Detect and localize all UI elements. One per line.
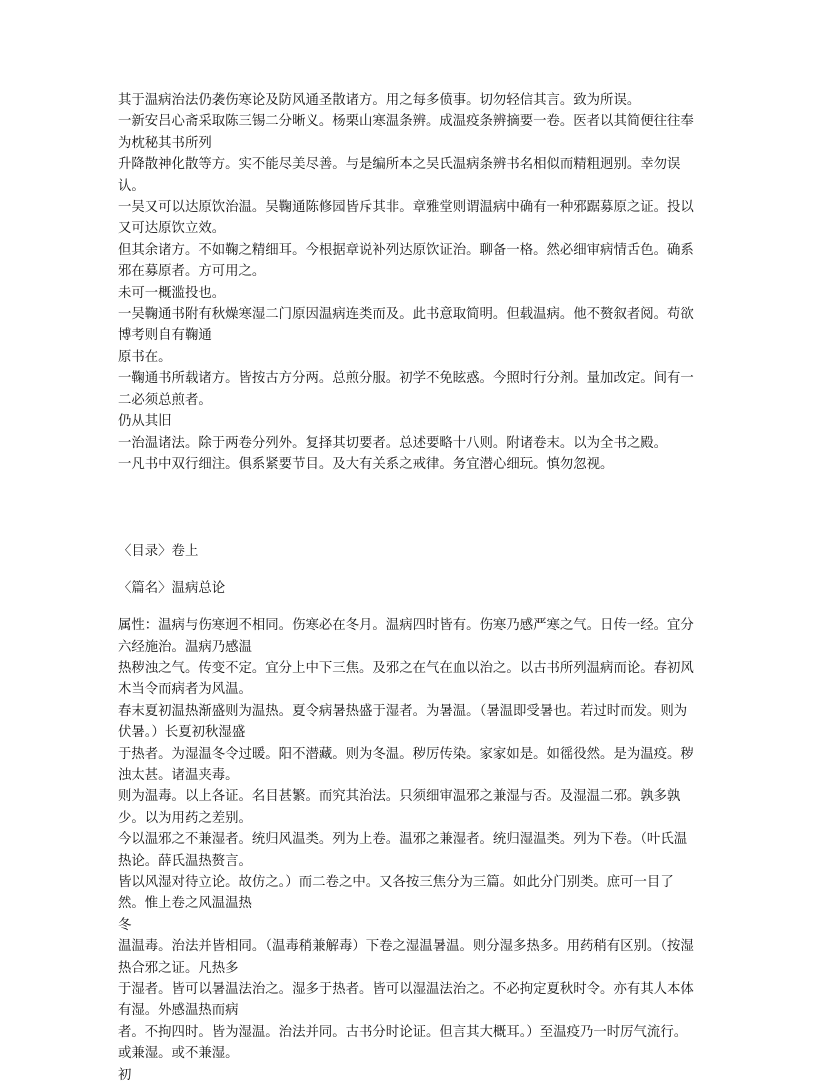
body-paragraph: 属性：温病与伤寒迥不相同。伤寒必在冬月。温病四时皆有。伤寒乃感严寒之气。日传一经。宜分六经施治。温病乃感温 [118, 618, 694, 655]
body-paragraph: 春末夏初温热渐盛则为温热。夏令病暑热盛于湿者。为暑温。（暑温即受暑也。若过时而发。则为伏暑。）长夏初秋湿盛 [118, 703, 688, 741]
body-paragraph: 今以温邪之不兼湿者。统归风温类。列为上卷。温邪之兼湿者。统归湿温类。列为下卷。（叶氏温热论。薛氏温热赘言。 [118, 832, 688, 869]
preface-paragraph: 一新安吕心斋采取陈三锡二分晰义。杨栗山寒温条辨。成温疫条辨摘要一卷。医者以其简便往往奉为枕秘其书所列 [118, 114, 694, 151]
preface-paragraph: 一治温诸法。除于两卷分列外。复择其切要者。总述要略十八则。附诸卷末。以为全书之殿。 [118, 435, 668, 451]
preface-paragraph: 一吴又可以达原饮治温。吴鞠通陈修园皆斥其非。章雅堂则谓温病中确有一种邪踞募原之证。投以又可达原饮立效。 [118, 200, 694, 237]
preface-paragraph: 升降散神化散等方。实不能尽美尽善。与是编所本之吴氏温病条辨书名相似而精粗迥别。幸勿误认。 [118, 157, 681, 194]
body-paragraph: 初 [118, 1067, 132, 1083]
document-page [118, 90, 700, 1086]
body-paragraph: 热秽浊之气。传变不定。宜分上中下三焦。及邪之在气在血以治之。以古书所列温病而论。春初风木当令而病者为风温。 [118, 660, 694, 698]
preface-paragraph: 其于温病治法仍袭伤寒论及防风通圣散诸方。用之每多偾事。切勿轻信其言。致为所误。 [118, 93, 641, 108]
body-paragraph: 者。不拘四时。皆为湿温。治法并同。古书分时论证。但言其大概耳。）至温疫乃一时厉气流行。或兼湿。或不兼湿。 [118, 1024, 688, 1062]
preface-section [118, 90, 700, 475]
body-paragraph: 冬 [118, 917, 132, 933]
body-paragraph: 皆以风湿对待立论。故仿之。）而二卷之中。又各按三焦分为三篇。如此分门别类。庶可一目了然。惟上卷之风温温热 [118, 875, 674, 912]
preface-paragraph: 但其余诸方。不如鞠之精细耳。今根据章说补列达原饮证治。聊备一格。然必细审病情舌色。确系邪在募原者。方可用之。 [118, 242, 694, 280]
preface-paragraph: 一鞠通书所载诸方。皆按古方分两。总煎分服。初学不免眩惑。今照时行分剂。量加改定。间有一二必须总煎者。 [118, 371, 694, 408]
toc-heading: 〈目录〉卷上 [118, 544, 199, 560]
body-paragraph: 则为温毒。以上各证。名目甚繁。而究其治法。只须细审温邪之兼湿与否。及湿温二邪。孰多孰少。以为用药之差别。 [118, 789, 681, 826]
preface-paragraph: 原书在。 [118, 349, 172, 365]
body-paragraph: 于热者。为湿温冬令过暖。阳不潜藏。则为冬温。秽厉传染。家家如是。如徭役然。是为温疫。秽浊太甚。诸温夹毒。 [118, 746, 694, 783]
preface-paragraph: 一吴鞠通书附有秋燥寒湿二门原因温病连类而及。此书意取简明。但载温病。他不赘叙者阅。苟欲博考则自有鞠通 [118, 307, 694, 344]
body-section [118, 615, 700, 1086]
body-paragraph: 于湿者。皆可以暑温法治之。湿多于热者。皆可以湿温法治之。不必拘定夏秋时令。亦有其人本体有湿。外感温热而病 [118, 982, 694, 1019]
preface-paragraph: 未可一概滥投也。 [118, 285, 226, 301]
preface-paragraph: 仍从其旧 [118, 414, 172, 430]
chapter-heading: 〈篇名〉温病总论 [118, 580, 226, 596]
preface-paragraph: 一凡书中双行细注。俱系紧要节目。及大有关系之戒律。务宜潜心细玩。慎勿忽视。 [118, 456, 614, 472]
body-paragraph: 温温毒。治法并皆相同。（温毒稍兼解毒）下卷之湿温暑温。则分湿多热多。用药稍有区别。（按湿热合邪之证。凡热多 [118, 939, 694, 976]
